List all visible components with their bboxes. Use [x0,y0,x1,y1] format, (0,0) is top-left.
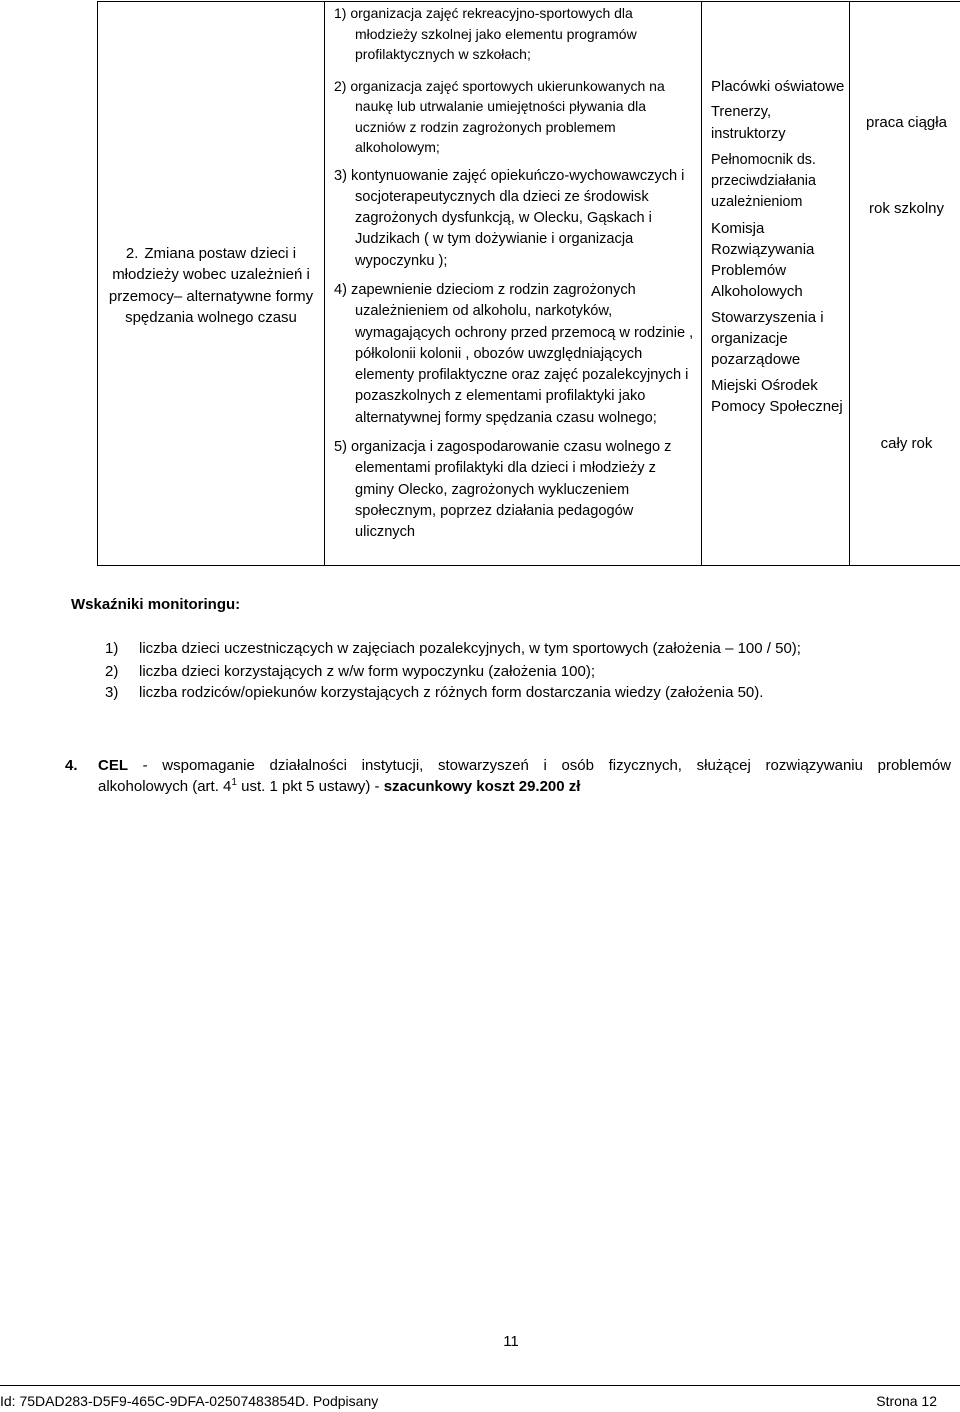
monitoring-item-number: 2) [105,663,119,680]
monitoring-item-text: liczba dzieci uczestniczących w zajęciach pozalekcyjnych, w tym sportowych (założenia – 100 / 50); [139,640,801,657]
executors-cell [702,2,850,566]
goal-4-line-1 [65,755,951,776]
goals-table [97,1,960,566]
goal-4-number: 4. [65,757,78,774]
goal-description: Zmiana postaw dzieci i młodzieży wobec uzależnień i przemocy– alternatywne formy spędzania wolnego czasu [108,244,314,326]
goal-number: 2. [125,244,139,262]
goal-4-paragraph [65,755,951,797]
task-item: 3) kontynuowanie zajęć opiekuńczo-wychowawczych i socjoterapeutycznych dla dzieci ze środowisk zagrożonych dysfunkcją, w Olecku, Gąskach i Judzikach ( w tym dożywianie i organizacja wypoczynku ); [334,167,685,269]
executor-item: Pełnomocnik ds. przeciwdziałania uzależnieniom [711,152,816,210]
executor-item: Komisja Rozwiązywania Problemów Alkoholowych [711,220,815,300]
term-item: praca ciągła [866,114,947,131]
goal-cell [98,2,325,566]
tasks-cell [325,2,702,566]
monitoring-item [105,640,801,657]
term-item: rok szkolny [868,200,945,217]
task-item: 5) organizacja i zagospodarowanie czasu wolnego z elementami profilaktyki dla dzieci i młodzieży z gminy Olecko, zagrożonych wykluczeniem społecznym, poprzez działania pedagogów ulicznych [334,439,672,541]
goal-4-line-2-a: alkoholowych (art. 4 [98,778,232,795]
monitoring-title: Wskaźniki monitoringu: [71,596,241,613]
executor-item: Placówki oświatowe [711,78,845,95]
monitoring-item-number: 3) [105,684,119,701]
monitoring-item [105,663,595,680]
goal-4-superscript: 1 [231,777,237,788]
executor-item: Miejski Ośrodek Pomocy Społecznej [711,377,843,415]
goal-text [98,239,324,329]
goal-4-line-2-b: ust. 1 pkt 5 ustawy) - [236,778,384,795]
executor-item: Stowarzyszenia i organizacje pozarządowe [711,309,824,368]
page-number: 11 [503,1333,519,1350]
goal-4-cost: szacunkowy koszt 29.200 zł [383,778,581,795]
footer-divider [0,1385,960,1386]
executor-item: Trenerzy, instruktorzy [711,104,786,142]
monitoring-item [105,684,763,701]
monitoring-item-number: 1) [105,640,119,657]
goal-4-line-1-text: - wspomaganie działalności instytucji, stowarzyszeń i osób fizycznych, służącej rozwiązywaniu problemów [128,757,951,774]
footer-document-id: Id: 75DAD283-D5F9-465C-9DFA-02507483854D. Podpisany [0,1393,379,1409]
monitoring-item-text: liczba rodziców/opiekunów korzystających z różnych form dostarczania wiedzy (założenia 50). [139,684,764,701]
term-item: cały rok [880,435,933,452]
task-item: 2) organizacja zajęć sportowych ukierunkowanych na naukę lub utrwalanie umiejętności pływania dla uczniów z rodzin zagrożonych problemem alkoholowym; [334,77,665,155]
task-item: 1) organizacja zajęć rekreacyjno-sportowych dla młodzieży szkolnej jako elementu programów profilaktycznych w szkołach; [334,5,637,62]
footer-page-label: Strona 12 [876,1393,937,1409]
goal-4-line-2 [65,776,951,797]
terms-cell [850,2,960,566]
goal-4-cel-label: CEL [98,757,128,774]
task-item: 4) zapewnienie dzieciom z rodzin zagrożonych uzależnieniem od alkoholu, narkotyków, wymagających ochrony przed przemocą w rodzinie , półkolonii kolonii , obozów uwzględniających elementy profilaktyczne oraz zajęć pozalekcyjnych i pozaszkolnych z elementami profilaktyki jako alternatywnej formy spędzania czasu wolnego; [334,281,694,426]
monitoring-item-text: liczba dzieci korzystających z w/w form wypoczynku (założenia 100); [139,663,595,680]
